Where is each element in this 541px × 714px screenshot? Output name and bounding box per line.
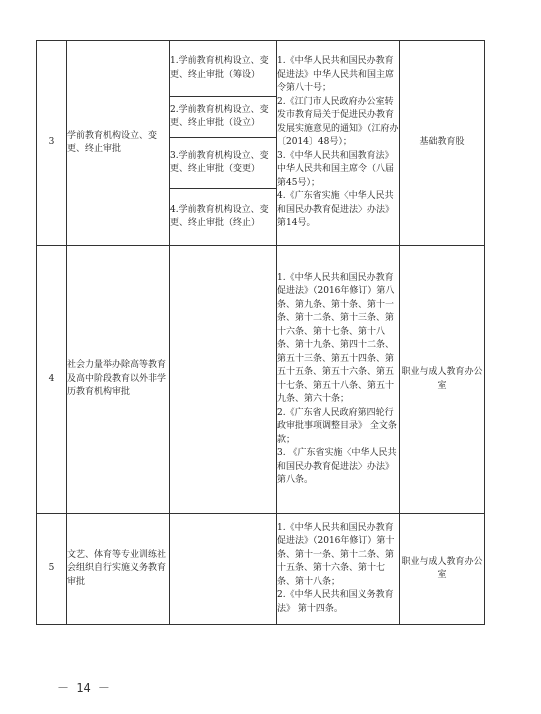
basis-line: 2.《中华人民共和国义务教育法》 第十四条。 <box>277 590 394 614</box>
table-row <box>37 41 485 97</box>
item-name: 社会力量举办除高等教育及高中阶段教育以外非学历教育机构审批 <box>67 246 170 514</box>
item-number: 3 <box>37 41 67 246</box>
item-number: 5 <box>37 514 67 625</box>
basis-line: 2.《广东省人民政府第四轮行政审批事项调整目录》 全文条款； <box>277 407 397 445</box>
department: 基础教育股 <box>400 41 485 246</box>
basis-line: 1.《中华人民共和国民办教育促进法》中华人民共和国主席令第八十号； <box>277 56 395 94</box>
sub-item-empty <box>170 514 277 625</box>
basis-line: 2.《江门市人民政府办公室转发市教育局关于促进民办教育发展实施意见的通知》（江府办〔2014〕48号）； <box>277 96 399 148</box>
basis-line: 3.《中华人民共和国教育法》中华人民共和国主席令（八届第45号）； <box>277 150 395 188</box>
table-row <box>37 514 485 625</box>
sub-item: 4.学前教育机构设立、变更、终止审批（终止） <box>170 189 277 246</box>
sub-item: 2.学前教育机构设立、变更、终止审批（设立） <box>170 97 277 138</box>
sub-item-empty <box>170 246 277 514</box>
basis-line: 4.《广东省实施〈中华人民共和国民办教育促进法〉办法》第14号。 <box>277 191 395 229</box>
item-number: 4 <box>37 246 67 514</box>
legal-basis <box>277 41 400 246</box>
legal-basis <box>277 514 400 625</box>
basis-line: 1.《中华人民共和国民办教育促进法》（2016年修订）第八条、第九条、第十条、第十一条、第十二条、第十三条、第十六条、第十七条、第十八条、第十九条、第四十二条、第五十三条、第五十四条、第五十五条、第五十六条、第五十七条、第五十八条、第五十九条、第六十条； <box>277 272 395 404</box>
department: 职业与成人教育办公室 <box>400 246 485 514</box>
page-number: － 14 － <box>57 681 110 695</box>
basis-line: 3. 《广东省实施〈中华人民共和国民办教育促进法〉办法》 第八条。 <box>277 448 397 485</box>
item-name: 学前教育机构设立、变更、终止审批 <box>67 41 170 246</box>
legal-basis <box>277 246 400 514</box>
approval-items-table <box>36 40 485 625</box>
sub-item: 3.学前教育机构设立、变更、终止审批（变更） <box>170 138 277 189</box>
table-row <box>37 246 485 514</box>
sub-item: 1.学前教育机构设立、变更、终止审批（筹设） <box>170 41 277 97</box>
department: 职业与成人教育办公室 <box>400 514 485 625</box>
item-name: 文艺、体育等专业训练社会组织自行实施义务教育审批 <box>67 514 170 625</box>
basis-line: 1.《中华人民共和国民办教育促进法》（2016年修订）第十条、第十一条、第十二条、第十五条、第十六条、第十七条、第十八条； <box>277 522 395 587</box>
